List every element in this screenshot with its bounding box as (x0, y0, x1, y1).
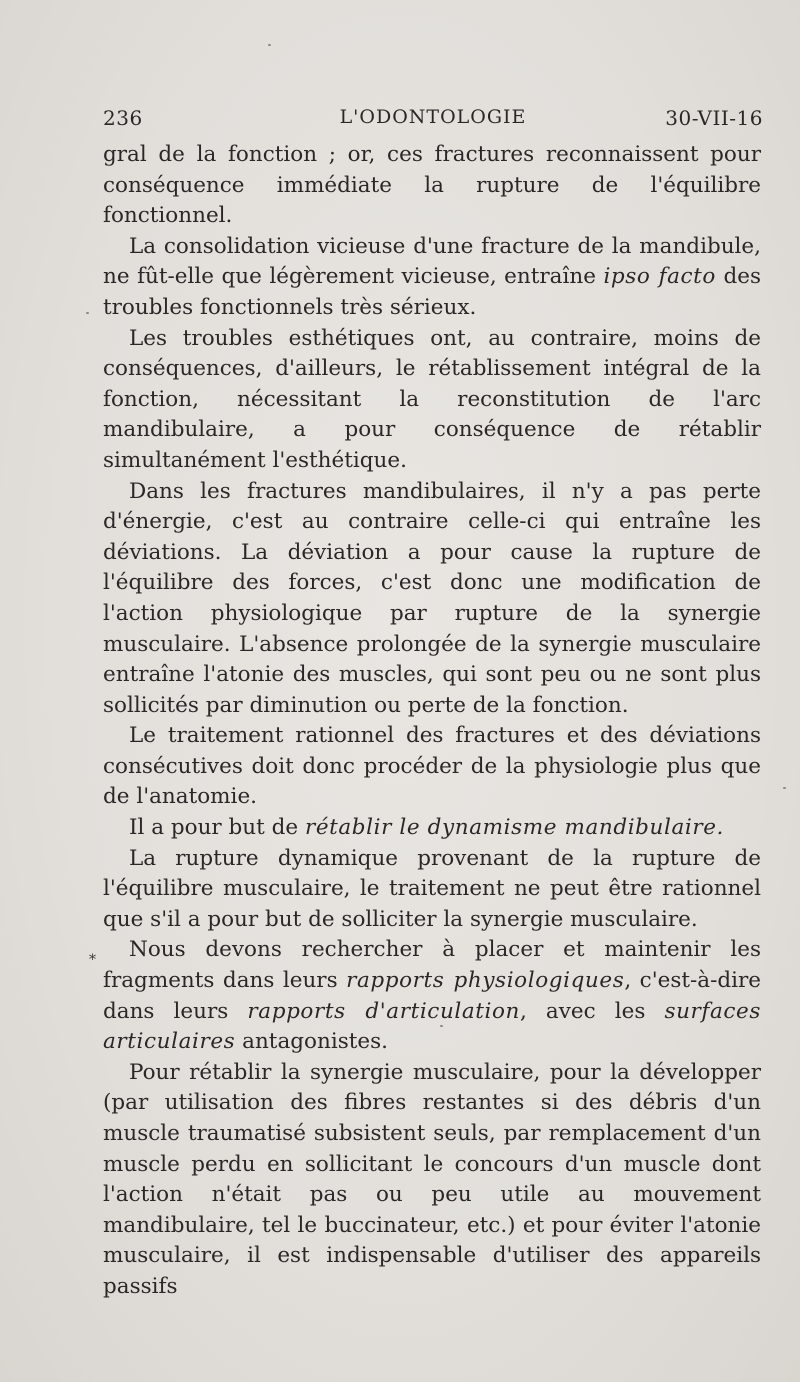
body-text (103, 140, 761, 1303)
paper-speck (268, 44, 271, 46)
page-number: 236 (103, 106, 143, 130)
italic-text: rétablir le dynamisme mandibulaire. (304, 815, 724, 841)
paper-speck (440, 1025, 443, 1027)
text-segment: La consolidation vicieuse d'une fracture de la mandibule, ne fût-elle que légèrement vicieuse, entraîne (103, 233, 761, 290)
paragraph (103, 140, 761, 232)
paragraph (103, 813, 761, 844)
paragraph (103, 477, 761, 722)
paragraph (103, 935, 761, 1057)
paragraph (103, 1058, 761, 1303)
text-segment: antagonistes. (235, 1029, 388, 1055)
paragraph (103, 844, 761, 936)
italic-text: surfaces articulaires (103, 998, 762, 1055)
text-segment: Il a pour but de (129, 815, 305, 841)
italic-text: ipso facto (603, 264, 716, 290)
text-segment: Nous devons rechercher à placer et maintenir les fragments dans leurs (103, 937, 761, 994)
text-segment: , avec les (520, 998, 665, 1024)
italic-text: rapports d'articulation (247, 998, 520, 1024)
running-title: L'ODONTOLOGIE (339, 106, 527, 128)
text-segment: Le traitement rationnel des fractures et des déviations consécutives doit donc procéder de la physiologie plus que de l'anatomie. (103, 723, 761, 810)
paragraph (103, 232, 761, 324)
paragraph (103, 324, 761, 477)
text-segment: des troubles fonctionnels très sérieux. (103, 264, 762, 320)
margin-mark: * (89, 952, 96, 968)
issue-date: 30-VII-16 (665, 106, 763, 130)
text-segment: , c'est-à-dire dans leurs (103, 968, 761, 1024)
paper-speck (783, 787, 786, 789)
text-segment: La rupture dynamique provenant de la rupture de l'équilibre musculaire, le traitement ne peut être rationnel que s'il a pour but de solliciter la synergie musculaire. (103, 845, 761, 932)
paragraph (103, 721, 761, 813)
text-segment: Dans les fractures mandibulaires, il n'y a pas perte d'énergie, c'est au contraire celle-ci qui entraîne les déviations. La déviation a pour cause la rupture de l'équilibre des forces, c'est donc une modification de l'action physiologique par rupture de la synergie musculaire. L'absence prolongée de la synergie musculaire entraîne l'atonie des muscles, qui sont peu ou ne sont plus sollicités par diminution ou perte de la fonction. (103, 478, 761, 718)
text-segment: Les troubles esthétiques ont, au contraire, moins de conséquences, d'ailleurs, le rétablissement intégral de la fonction, nécessitant la reconstitution de l'arc mandibulaire, a pour conséquence de rétablir simultanément l'esthétique. (103, 325, 761, 473)
text-segment: gral de la fonction ; or, ces fractures reconnaissent pour conséquence immédiate la rupture de l'équilibre fonctionnel. (103, 142, 761, 229)
italic-text: rapports physiologiques (346, 968, 625, 994)
page-header (103, 106, 763, 136)
paper-speck (86, 312, 89, 314)
text-segment: Pour rétablir la synergie musculaire, pour la développer (par utilisation des fibres restantes si des débris d'un muscle traumatisé subsistent seuls, par remplacement d'un muscle perdu en sollicitant le concours d'un muscle dont l'action n'était pas ou peu utile au mouvement mandibulaire, tel le buccinateur, etc.) et pour éviter l'atonie musculaire, il est indispensable d'utiliser des appareils passifs (103, 1059, 761, 1299)
